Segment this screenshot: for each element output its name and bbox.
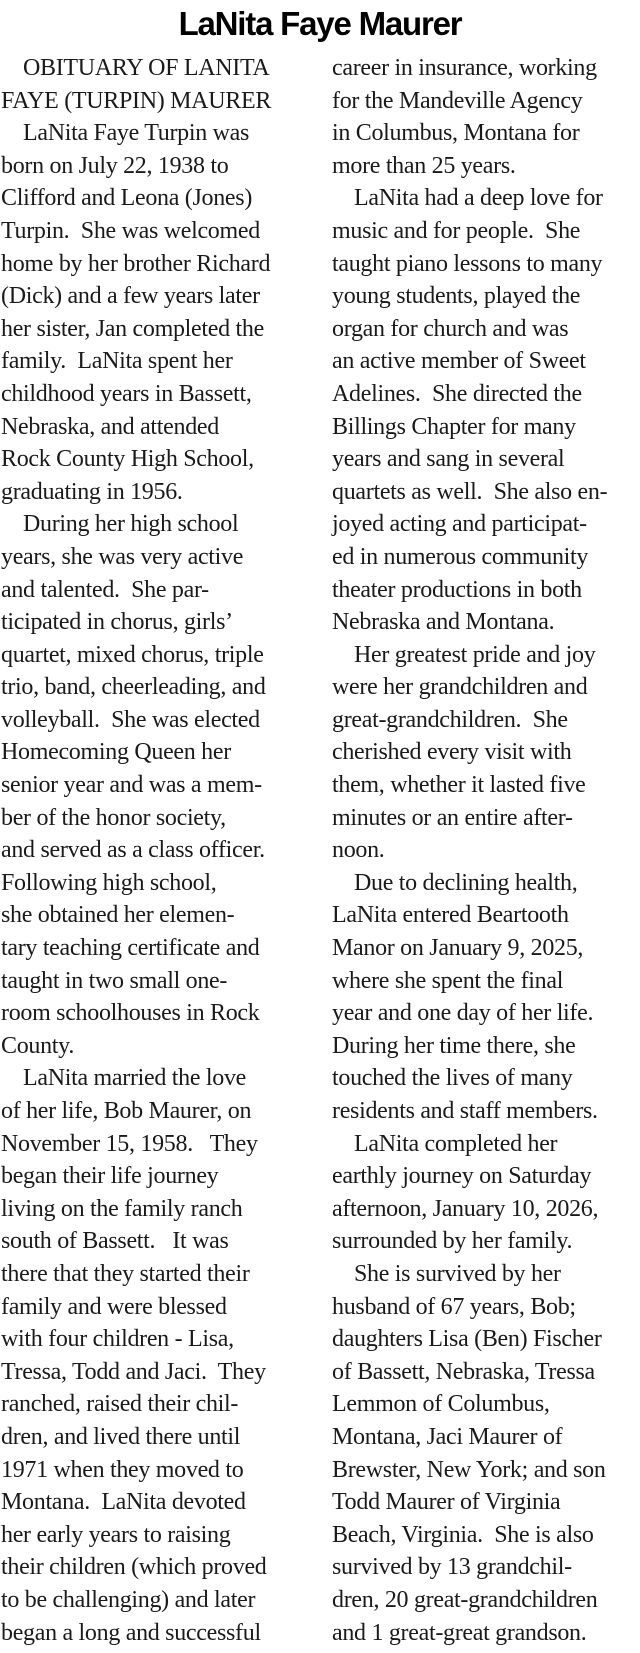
text-line: Tressa, Todd and Jaci. They <box>1 1358 266 1385</box>
text-line: daughters Lisa (Ben) Fischer <box>332 1326 602 1353</box>
text-line: Todd Maurer of Virginia <box>332 1489 561 1516</box>
text-line: trio, band, cheerleading, and <box>1 674 266 701</box>
text-line: where she spent the final <box>332 967 564 994</box>
page-title: LaNita Faye Maurer <box>178 5 462 42</box>
text-line: Following high school, <box>1 869 217 896</box>
text-line: great-grandchildren. She <box>332 706 568 733</box>
text-line: senior year and was a mem- <box>1 772 262 799</box>
text-line: an active member of Sweet <box>332 348 586 375</box>
text-line: began a long and successful <box>1 1619 261 1646</box>
text-line: she obtained her elemen- <box>1 902 235 929</box>
text-line: (Dick) and a few years later <box>1 283 260 310</box>
text-line: ed in numerous community <box>332 543 589 570</box>
text-line: cherished every visit with <box>332 739 572 766</box>
text-line: years, she was very active <box>1 543 244 570</box>
text-line: Nebraska and Montana. <box>332 609 555 636</box>
text-line: family. LaNita spent her <box>1 348 233 375</box>
text-line: Turpin. She was welcomed <box>1 217 260 244</box>
text-line: LaNita completed her <box>354 1130 558 1157</box>
text-line: November 15, 1958. They <box>1 1130 258 1157</box>
text-line: them, whether it lasted five <box>332 772 586 799</box>
text-line: LaNita had a deep love for <box>354 185 603 212</box>
text-line: home by her brother Richard <box>1 250 271 277</box>
text-line: in Columbus, Montana for <box>332 120 580 147</box>
text-line: theater productions in both <box>332 576 582 603</box>
right-column <box>332 52 640 1649</box>
text-line: Her greatest pride and joy <box>354 641 596 668</box>
text-line: dren, and lived there until <box>1 1423 241 1450</box>
text-line: She is survived by her <box>354 1260 561 1287</box>
text-line: volleyball. She was elected <box>1 706 260 733</box>
text-line: more than 25 years. <box>332 152 516 179</box>
text-line: residents and staff members. <box>332 1098 598 1124</box>
text-line: her sister, Jan completed the <box>1 315 264 342</box>
text-line: afternoon, January 10, 2026, <box>332 1195 599 1222</box>
text-line: During her time there, she <box>332 1032 576 1059</box>
text-line: During her high school <box>23 511 239 538</box>
text-line: of her life, Bob Maurer, on <box>1 1098 252 1124</box>
text-line: music and for people. She <box>332 217 581 244</box>
text-line: childhood years in Bassett, <box>1 380 252 407</box>
left-column <box>1 52 307 1649</box>
text-line: Nebraska, and attended <box>1 413 219 440</box>
text-line: Rock County High School, <box>1 446 254 473</box>
text-line: year and one day of her life. <box>332 1000 594 1027</box>
text-line: tary teaching certificate and <box>1 935 260 962</box>
text-line: Lemmon of Columbus, <box>332 1391 550 1418</box>
text-line: FAYE (TURPIN) MAURER <box>1 87 272 114</box>
text-line: her early years to raising <box>1 1521 231 1548</box>
text-line: Homecoming Queen her <box>1 739 231 766</box>
text-line: ticipated in chorus, girls’ <box>1 609 233 636</box>
text-line: LaNita Faye Turpin was <box>23 120 250 147</box>
text-line: noon. <box>332 837 385 864</box>
text-line: were her grandchildren and <box>332 674 588 701</box>
text-line: quartets as well. She also en- <box>332 478 608 505</box>
text-line: earthly journey on Saturday <box>332 1163 592 1190</box>
text-line: taught in two small one- <box>1 967 228 994</box>
text-line: years and sang in several <box>332 446 565 473</box>
text-line: began their life journey <box>1 1163 219 1190</box>
text-line: for the Mandeville Agency <box>332 87 583 114</box>
text-line: young students, played the <box>332 283 581 310</box>
text-line: 1971 when they moved to <box>1 1456 244 1483</box>
text-line: career in insurance, working <box>332 55 597 81</box>
text-line: and served as a class officer. <box>1 837 265 864</box>
text-line: husband of 67 years, Bob; <box>332 1293 576 1320</box>
text-line: with four children - Lisa, <box>1 1326 234 1353</box>
text-line: dren, 20 great-grandchildren <box>332 1586 598 1613</box>
text-line: Brewster, New York; and son <box>332 1456 606 1483</box>
text-line: south of Bassett. It was <box>1 1228 229 1255</box>
text-line: LaNita entered Beartooth <box>332 902 569 929</box>
text-line: touched the lives of many <box>332 1065 573 1092</box>
text-line: LaNita married the love <box>23 1065 246 1092</box>
text-line: survived by 13 grandchil- <box>332 1554 572 1581</box>
text-line: family and were blessed <box>1 1293 227 1320</box>
text-line: and 1 great-great grandson. <box>332 1619 587 1646</box>
text-line: County. <box>1 1032 75 1059</box>
text-line: there that they started their <box>1 1260 250 1287</box>
text-line: organ for church and was <box>332 315 569 342</box>
text-line: quartet, mixed chorus, triple <box>1 641 264 668</box>
text-line: ranched, raised their chil- <box>1 1391 239 1418</box>
text-line: of Bassett, Nebraska, Tressa <box>332 1358 595 1385</box>
text-line: living on the family ranch <box>1 1195 243 1222</box>
article-columns <box>0 52 640 1649</box>
text-line: Adelines. She directed the <box>332 380 582 407</box>
text-line: minutes or an entire after- <box>332 804 573 831</box>
text-line: and talented. She par- <box>1 576 209 603</box>
text-line: Due to declining health, <box>354 869 578 896</box>
text-line: Billings Chapter for many <box>332 413 576 440</box>
text-line: born on July 22, 1938 to <box>1 152 229 179</box>
text-line: Manor on January 9, 2025, <box>332 935 584 962</box>
text-line: Beach, Virginia. She is also <box>332 1521 594 1548</box>
text-line: to be challenging) and later <box>1 1586 256 1613</box>
text-line: taught piano lessons to many <box>332 250 603 277</box>
text-line: Montana. LaNita devoted <box>1 1489 246 1516</box>
text-line: Clifford and Leona (Jones) <box>1 185 253 212</box>
text-line: Montana, Jaci Maurer of <box>332 1423 563 1450</box>
text-line: surrounded by her family. <box>332 1228 573 1255</box>
text-line: room schoolhouses in Rock <box>1 1000 260 1027</box>
text-line: their children (which proved <box>1 1554 267 1581</box>
text-line: graduating in 1956. <box>1 478 183 505</box>
text-line: ber of the honor society, <box>1 804 226 831</box>
text-line: joyed acting and participat- <box>332 511 587 538</box>
text-line: OBITUARY OF LANITA <box>23 55 270 81</box>
